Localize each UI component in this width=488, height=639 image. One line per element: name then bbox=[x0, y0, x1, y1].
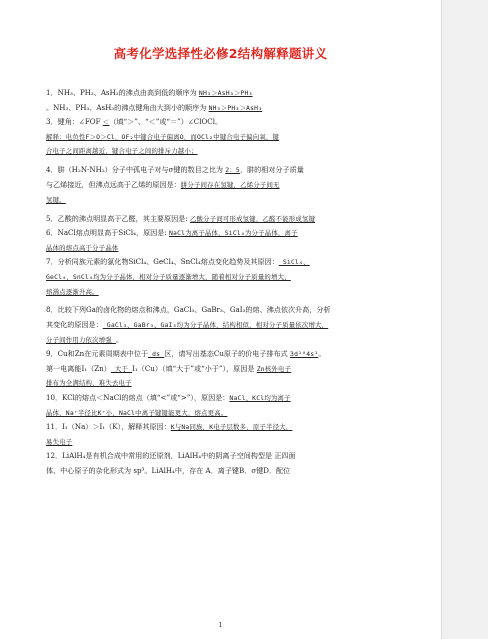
answer-text: 合电子之间距离越近，键合电子之间的排斥力越小； bbox=[46, 147, 198, 156]
text-line bbox=[46, 464, 392, 479]
text-line bbox=[46, 435, 392, 450]
answer-text: 2：5 bbox=[225, 166, 240, 175]
right-side-panel bbox=[441, 0, 488, 639]
answer-text: ds bbox=[148, 350, 165, 359]
text-line bbox=[46, 303, 392, 318]
question-text: 与乙烯接近，但沸点远高于乙烯的原因是： bbox=[46, 179, 181, 189]
question-text: 12．LiAlH₄是有机合成中常用的还原剂，LiAlH₄中的阴离子空间构型是 正四面 bbox=[46, 451, 296, 461]
answer-text: 乙酸分子间可形成氢键，乙醛不能形成氢键 bbox=[189, 214, 316, 223]
answer-text: 肼分子间存在氢键，乙烯分子间无 bbox=[180, 180, 280, 189]
question-text: （填“＞”、“＜”或“＝”）∠ClOCl。 bbox=[109, 117, 223, 127]
question-text: 第一电离能I₁（Zn） bbox=[46, 363, 111, 373]
text-line bbox=[46, 144, 392, 159]
answer-text: K与Na同族，K电子层数多，原子半径大， bbox=[170, 423, 293, 432]
question-text: 5．乙酸的沸点明显高于乙醛，其主要原因是: bbox=[46, 213, 190, 223]
question-text: 。 bbox=[115, 334, 124, 344]
answer-text: NaCl为离子晶体，SiCl₄为分子晶体，离子 bbox=[169, 229, 298, 238]
answer-text: NaCl、KCl均为离子 bbox=[229, 394, 291, 403]
text-line bbox=[46, 318, 392, 333]
question-text: 。NH₃、PH₃、AsH₃的沸点键角由大到小的顺序为 bbox=[46, 102, 209, 112]
question-text: 区，请写出基态Cu原子的价电子排布式 bbox=[164, 349, 291, 359]
answer-text: NH₃＞AsH₃＞PH₃ bbox=[198, 89, 253, 97]
text-line bbox=[46, 391, 392, 406]
answer-text: Zn核外电子 bbox=[256, 364, 292, 373]
answer-text: ＜ bbox=[102, 118, 110, 127]
text-line bbox=[46, 449, 392, 464]
answer-text: 易失电子 bbox=[46, 437, 73, 446]
question-text: 1．NH₃、PH₃、AsH₃的沸点由高到低的顺序为 bbox=[46, 88, 199, 97]
text-line bbox=[46, 270, 392, 285]
text-line bbox=[46, 333, 392, 348]
question-text: I₁（Cu）（填“大于”或“小于”），原因是 bbox=[132, 363, 257, 373]
answer-text: GeCl₄、SnCl₄均为分子晶体，相对分子质量逐渐增大，随着相对分子质量的增大， bbox=[46, 272, 291, 281]
answer-text: GaCl₃、GaBr₃、GaI₃均为分子晶体，结构相似，相对分子质量依次增大， bbox=[102, 321, 329, 330]
text-line bbox=[46, 376, 392, 391]
text-line bbox=[46, 212, 392, 227]
question-text: 11．I₁（Na）＞I₁（K），解释其原因： bbox=[46, 422, 171, 432]
text-line bbox=[46, 115, 392, 130]
text-line bbox=[46, 86, 392, 101]
text-line bbox=[46, 241, 392, 256]
answer-text: 氢键。 bbox=[46, 195, 66, 204]
document-title: 高考化学选择性必修2结构解释题讲义 bbox=[113, 46, 328, 61]
question-text: 3．键角：∠FOF bbox=[46, 117, 103, 127]
text-line bbox=[46, 163, 392, 178]
answer-text: 晶体，Na⁺半径比K⁺小，NaCl中离子键键能更大，熔点更高。 bbox=[46, 408, 228, 417]
document-body bbox=[46, 86, 392, 479]
text-line bbox=[46, 101, 392, 116]
question-text: 6．NaCl熔点明显高于SiCl₄，原因是: bbox=[46, 228, 169, 238]
text-line bbox=[46, 347, 392, 362]
question-text: 其变化的原因是： bbox=[46, 320, 103, 330]
answer-text: 排布为全满结构，难失去电子 bbox=[46, 379, 132, 388]
question-text: 4．肼（H₂N-NH₂）分子中孤电子对与σ键的数目之比为 bbox=[46, 165, 226, 175]
text-line bbox=[46, 226, 392, 241]
page-number: 1 bbox=[218, 622, 223, 629]
answer-text: 熔沸点逐渐升高。 bbox=[46, 287, 99, 296]
text-line bbox=[46, 130, 392, 145]
answer-text: 大于 bbox=[110, 364, 133, 373]
question-text: 。 bbox=[318, 349, 326, 359]
answer-text: 解释：电负性F＞O＞Cl，OF₂中键合电子偏离O，而OCl₂中键合电子偏向氧，键 bbox=[46, 132, 280, 141]
text-line bbox=[46, 178, 392, 193]
answer-text: 3d¹⁰4s¹ bbox=[290, 350, 319, 359]
text-line bbox=[46, 285, 392, 300]
answer-text: NH₃＞PH₃＞AsH₃ bbox=[208, 103, 263, 112]
question-text: 体、中心原子的杂化形式为 sp³。LiAlH₄中，存在 A．离子键B．σ键D．配位 bbox=[46, 466, 291, 476]
answer-text: SiCl₄、 bbox=[278, 258, 310, 267]
question-text: 7．分析同族元素的氯化物SiCl₄、GeCl₄、SnCl₄熔点变化趋势及其原因： bbox=[46, 257, 279, 267]
text-line bbox=[46, 255, 392, 270]
question-text: 9．Cu和Zn在元素周期表中位于 bbox=[46, 349, 149, 359]
text-line bbox=[46, 420, 392, 435]
text-line bbox=[46, 193, 392, 208]
question-text: ，肼的相对分子质量 bbox=[239, 165, 304, 175]
text-line bbox=[46, 406, 392, 421]
question-text: 10．KCl的熔点＜NaCl的熔点（填“<”或“>”），原因是： bbox=[46, 393, 230, 403]
answer-text: 晶体的熔点高于分子晶体 bbox=[46, 243, 119, 252]
text-line bbox=[46, 362, 392, 377]
answer-text: 分子间作用力依次增强 bbox=[46, 335, 116, 344]
question-text: 8．比较下列Ga的卤化物的熔点和沸点，GaCl₃、GaBr₃、GaI₃的熔、沸点依次升高，分析 bbox=[46, 305, 331, 315]
